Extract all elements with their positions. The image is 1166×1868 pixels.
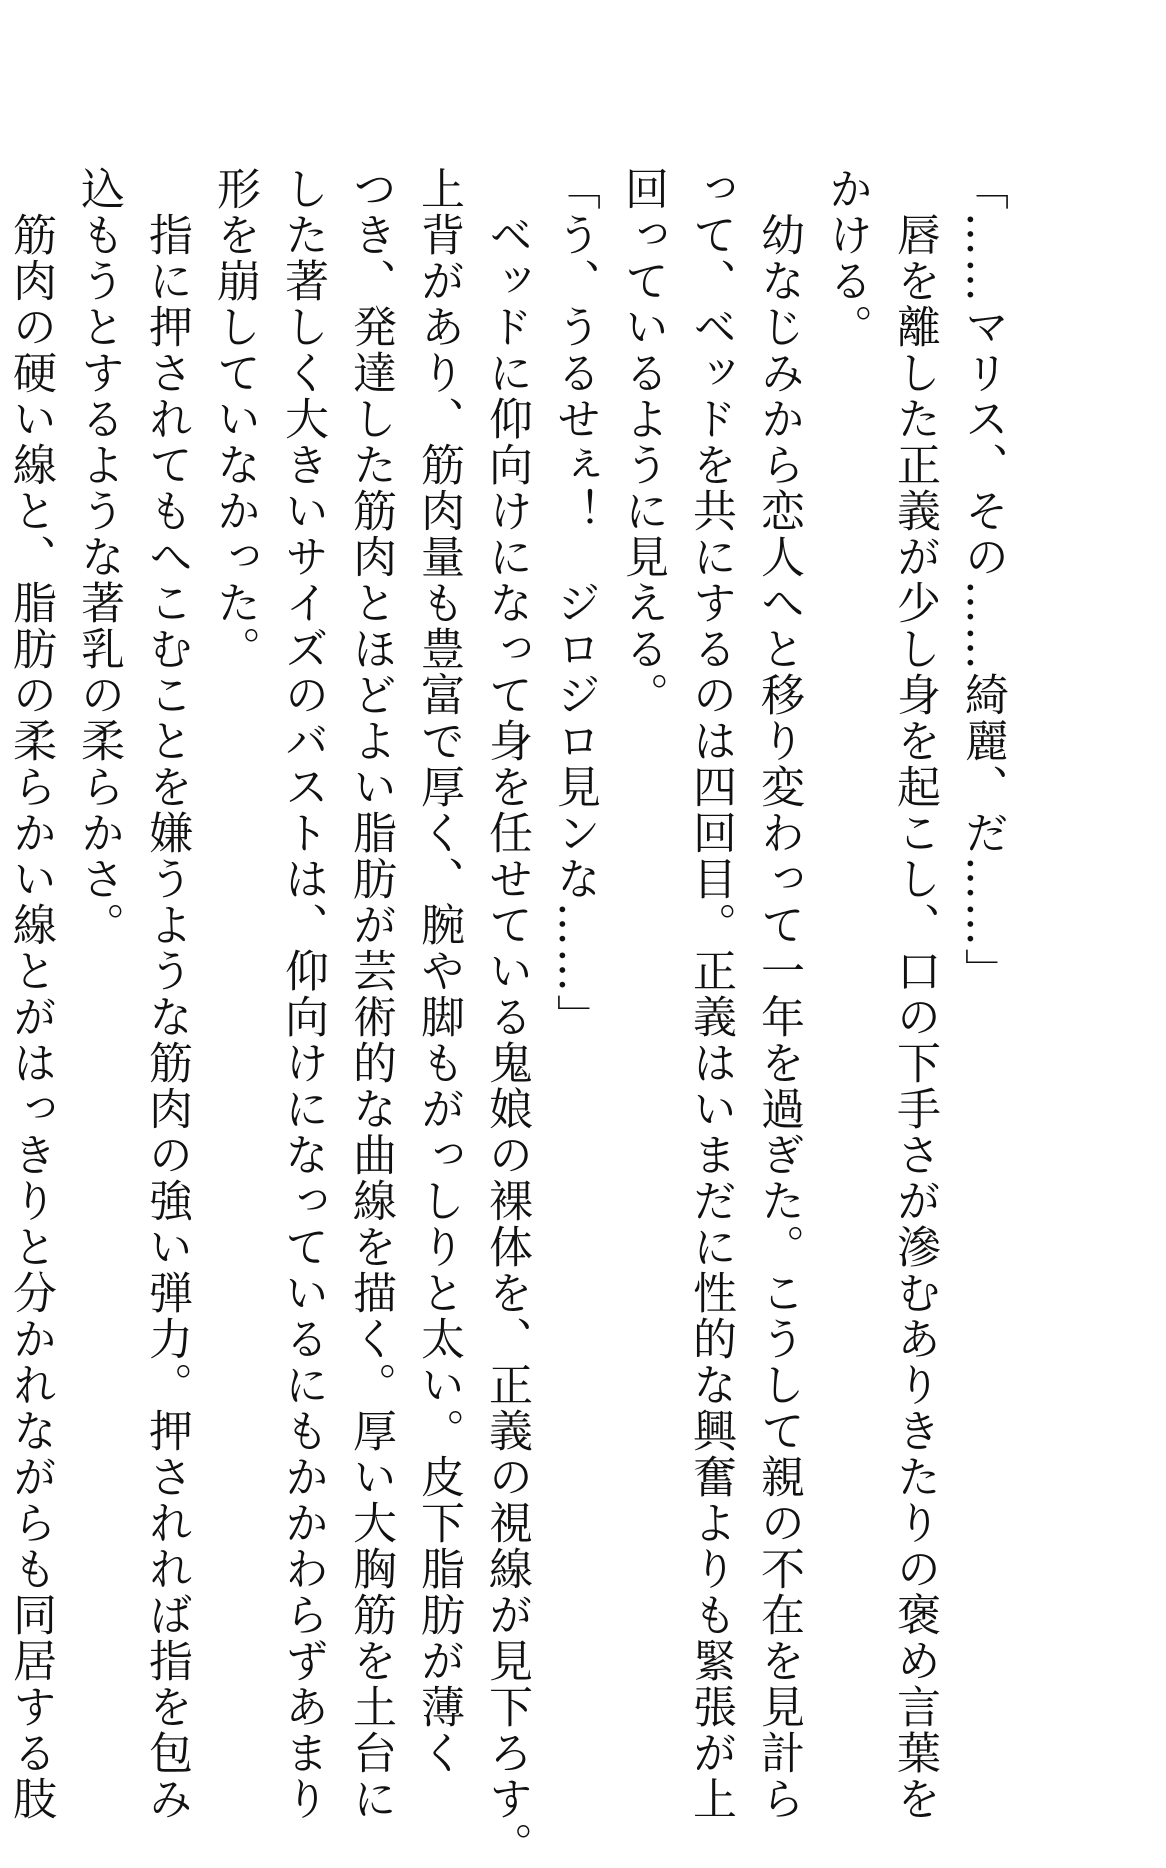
text-column-8: ベッドに仰向けになって身を任せている鬼娘の裸体を、正義の視線が見下ろす。	[481, 166, 532, 1868]
text-column-2: 唇を離した正義が少し身を起こし、口の下手さが滲むありきたりの褒め言葉を	[889, 166, 940, 1822]
text-column-15: 筋肉の硬い線と、脂肪の柔らかい線とがはっきりと分かれながらも同居する肢	[5, 166, 56, 1822]
text-column-4: 幼なじみから恋人へと移り変わって一年を過ぎた。こうして親の不在を見計ら	[753, 166, 804, 1822]
text-column-12: 形を崩していなかった。	[209, 166, 260, 672]
text-column-9: 上背があり、筋肉量も豊富で厚く、腕や脚もがっしりと太い。皮下脂肪が薄く	[413, 166, 464, 1776]
text-column-14: 込もうとするような著乳の柔らかさ。	[73, 166, 124, 948]
text-column-11: した著しく大きいサイズのバストは、仰向けになっているにもかかわらずあまり	[277, 166, 328, 1822]
text-column-13: 指に押されてもへこむことを嫌うような筋肉の強い弾力。押されれば指を包み	[141, 166, 192, 1822]
text-column-10: つき、発達した筋肉とほどよい脂肪が芸術的な曲線を描く。厚い大胸筋を土台に	[345, 166, 396, 1822]
text-column-7: 「う、うるせぇ！ ジロジロ見ンな……」	[549, 166, 600, 1040]
text-column-6: 回っているように見える。	[617, 166, 668, 718]
text-column-5: って、ベッドを共にするのは四回目。正義はいまだに性的な興奮よりも緊張が上	[685, 166, 736, 1822]
vertical-text-block	[0, 166, 1016, 1868]
text-column-3: かける。	[821, 166, 872, 350]
text-column-1: 「……マリス、その……綺麗、だ……」	[957, 166, 1008, 994]
